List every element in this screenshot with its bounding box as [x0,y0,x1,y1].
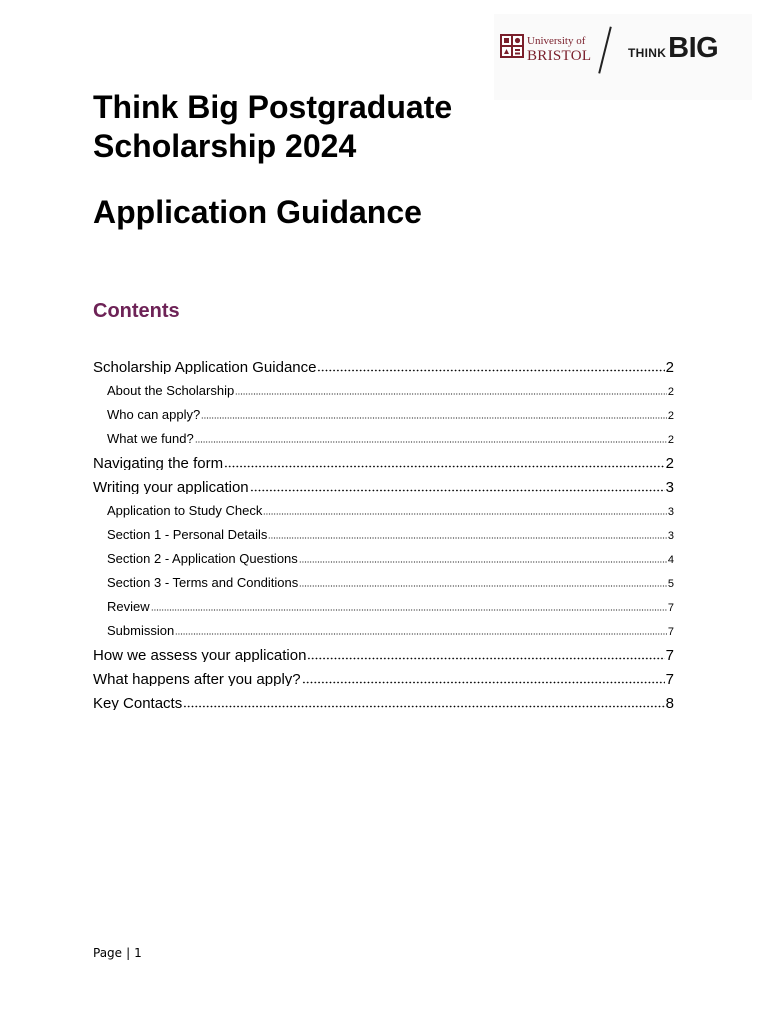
toc-entry-label: Key Contacts [93,695,183,710]
toc-entry[interactable] [93,638,674,662]
document-title: Think Big Postgraduate Scholarship 2024 [93,89,453,164]
toc-entry[interactable] [93,398,674,422]
university-wordmark-line1: University of [527,35,586,47]
university-crest-icon [500,34,524,58]
contents-heading: Contents [93,300,180,322]
toc-entry-page-number: 3 [667,530,674,542]
toc-entry-label: Section 2 - Application Questions [107,551,298,566]
toc-entry-page-number: 8 [665,695,674,710]
toc-entry-page-number: 2 [667,434,674,446]
toc-dot-leader [151,601,667,611]
toc-entry-page-number: 3 [667,506,674,518]
toc-entry-page-number: 7 [665,647,674,662]
toc-dot-leader [299,553,667,563]
toc-entry-page-number: 7 [667,626,674,638]
toc-dot-leader [175,625,667,635]
toc-entry-label: Application to Study Check [107,503,263,518]
toc-dot-leader [250,482,665,492]
toc-entry-page-number: 4 [667,554,674,566]
toc-dot-leader [224,458,665,468]
toc-entry[interactable] [93,470,674,494]
toc-entry[interactable] [93,542,674,566]
toc-dot-leader [195,433,667,443]
toc-entry-page-number: 2 [665,455,674,470]
toc-entry[interactable] [93,686,674,710]
toc-entry[interactable] [93,446,674,470]
toc-entry[interactable] [93,566,674,590]
toc-dot-leader [183,698,664,708]
toc-dot-leader [307,650,664,660]
toc-entry-label: Section 3 - Terms and Conditions [107,575,299,590]
toc-dot-leader [263,505,667,515]
toc-entry-page-number: 5 [667,578,674,590]
toc-entry-page-number: 3 [665,479,674,494]
think-big-wordmark [628,34,718,63]
toc-entry[interactable] [93,374,674,398]
toc-entry[interactable] [93,350,674,374]
toc-entry-label: Who can apply? [107,407,201,422]
toc-dot-leader [302,674,665,684]
document-subtitle: Application Guidance [93,194,422,230]
toc-entry-label: About the Scholarship [107,383,235,398]
logo-divider [598,27,611,74]
toc-dot-leader [235,385,667,395]
toc-entry-label: How we assess your application [93,647,307,662]
page-footer [93,946,142,960]
footer-page-number: 1 [134,946,142,960]
think-big-small-text: THINK [628,46,667,60]
toc-entry[interactable] [93,662,674,686]
university-wordmark-line2: BRISTOL [527,48,592,64]
toc-entry-label: Writing your application [93,479,249,494]
toc-entry[interactable] [93,614,674,638]
footer-separator: | [126,946,131,960]
toc-entry[interactable] [93,518,674,542]
toc-entry-label: Review [107,599,150,614]
toc-entry[interactable] [93,422,674,446]
toc-entry-page-number: 2 [665,359,674,374]
toc-entry-page-number: 2 [667,386,674,398]
footer-page-label: Page [93,946,123,960]
toc-entry-page-number: 7 [667,602,674,614]
toc-entry-page-number: 7 [665,671,674,686]
toc-entry-label: Scholarship Application Guidance [93,359,317,374]
think-big-large-text: BIG [668,32,719,64]
toc-dot-leader [268,529,666,539]
toc-entry-label: What happens after you apply? [93,671,301,686]
toc-dot-leader [299,577,667,587]
toc-entry-label: Section 1 - Personal Details [107,527,268,542]
toc-entry[interactable] [93,494,674,518]
toc-entry-label: Navigating the form [93,455,224,470]
toc-entry-label: Submission [107,623,175,638]
table-of-contents [93,350,674,710]
toc-entry-page-number: 2 [667,410,674,422]
toc-dot-leader [317,362,664,372]
header-logo-block [494,14,752,100]
toc-entry-label: What we fund? [107,431,194,446]
toc-entry[interactable] [93,590,674,614]
university-wordmark [527,36,591,64]
toc-dot-leader [201,409,667,419]
